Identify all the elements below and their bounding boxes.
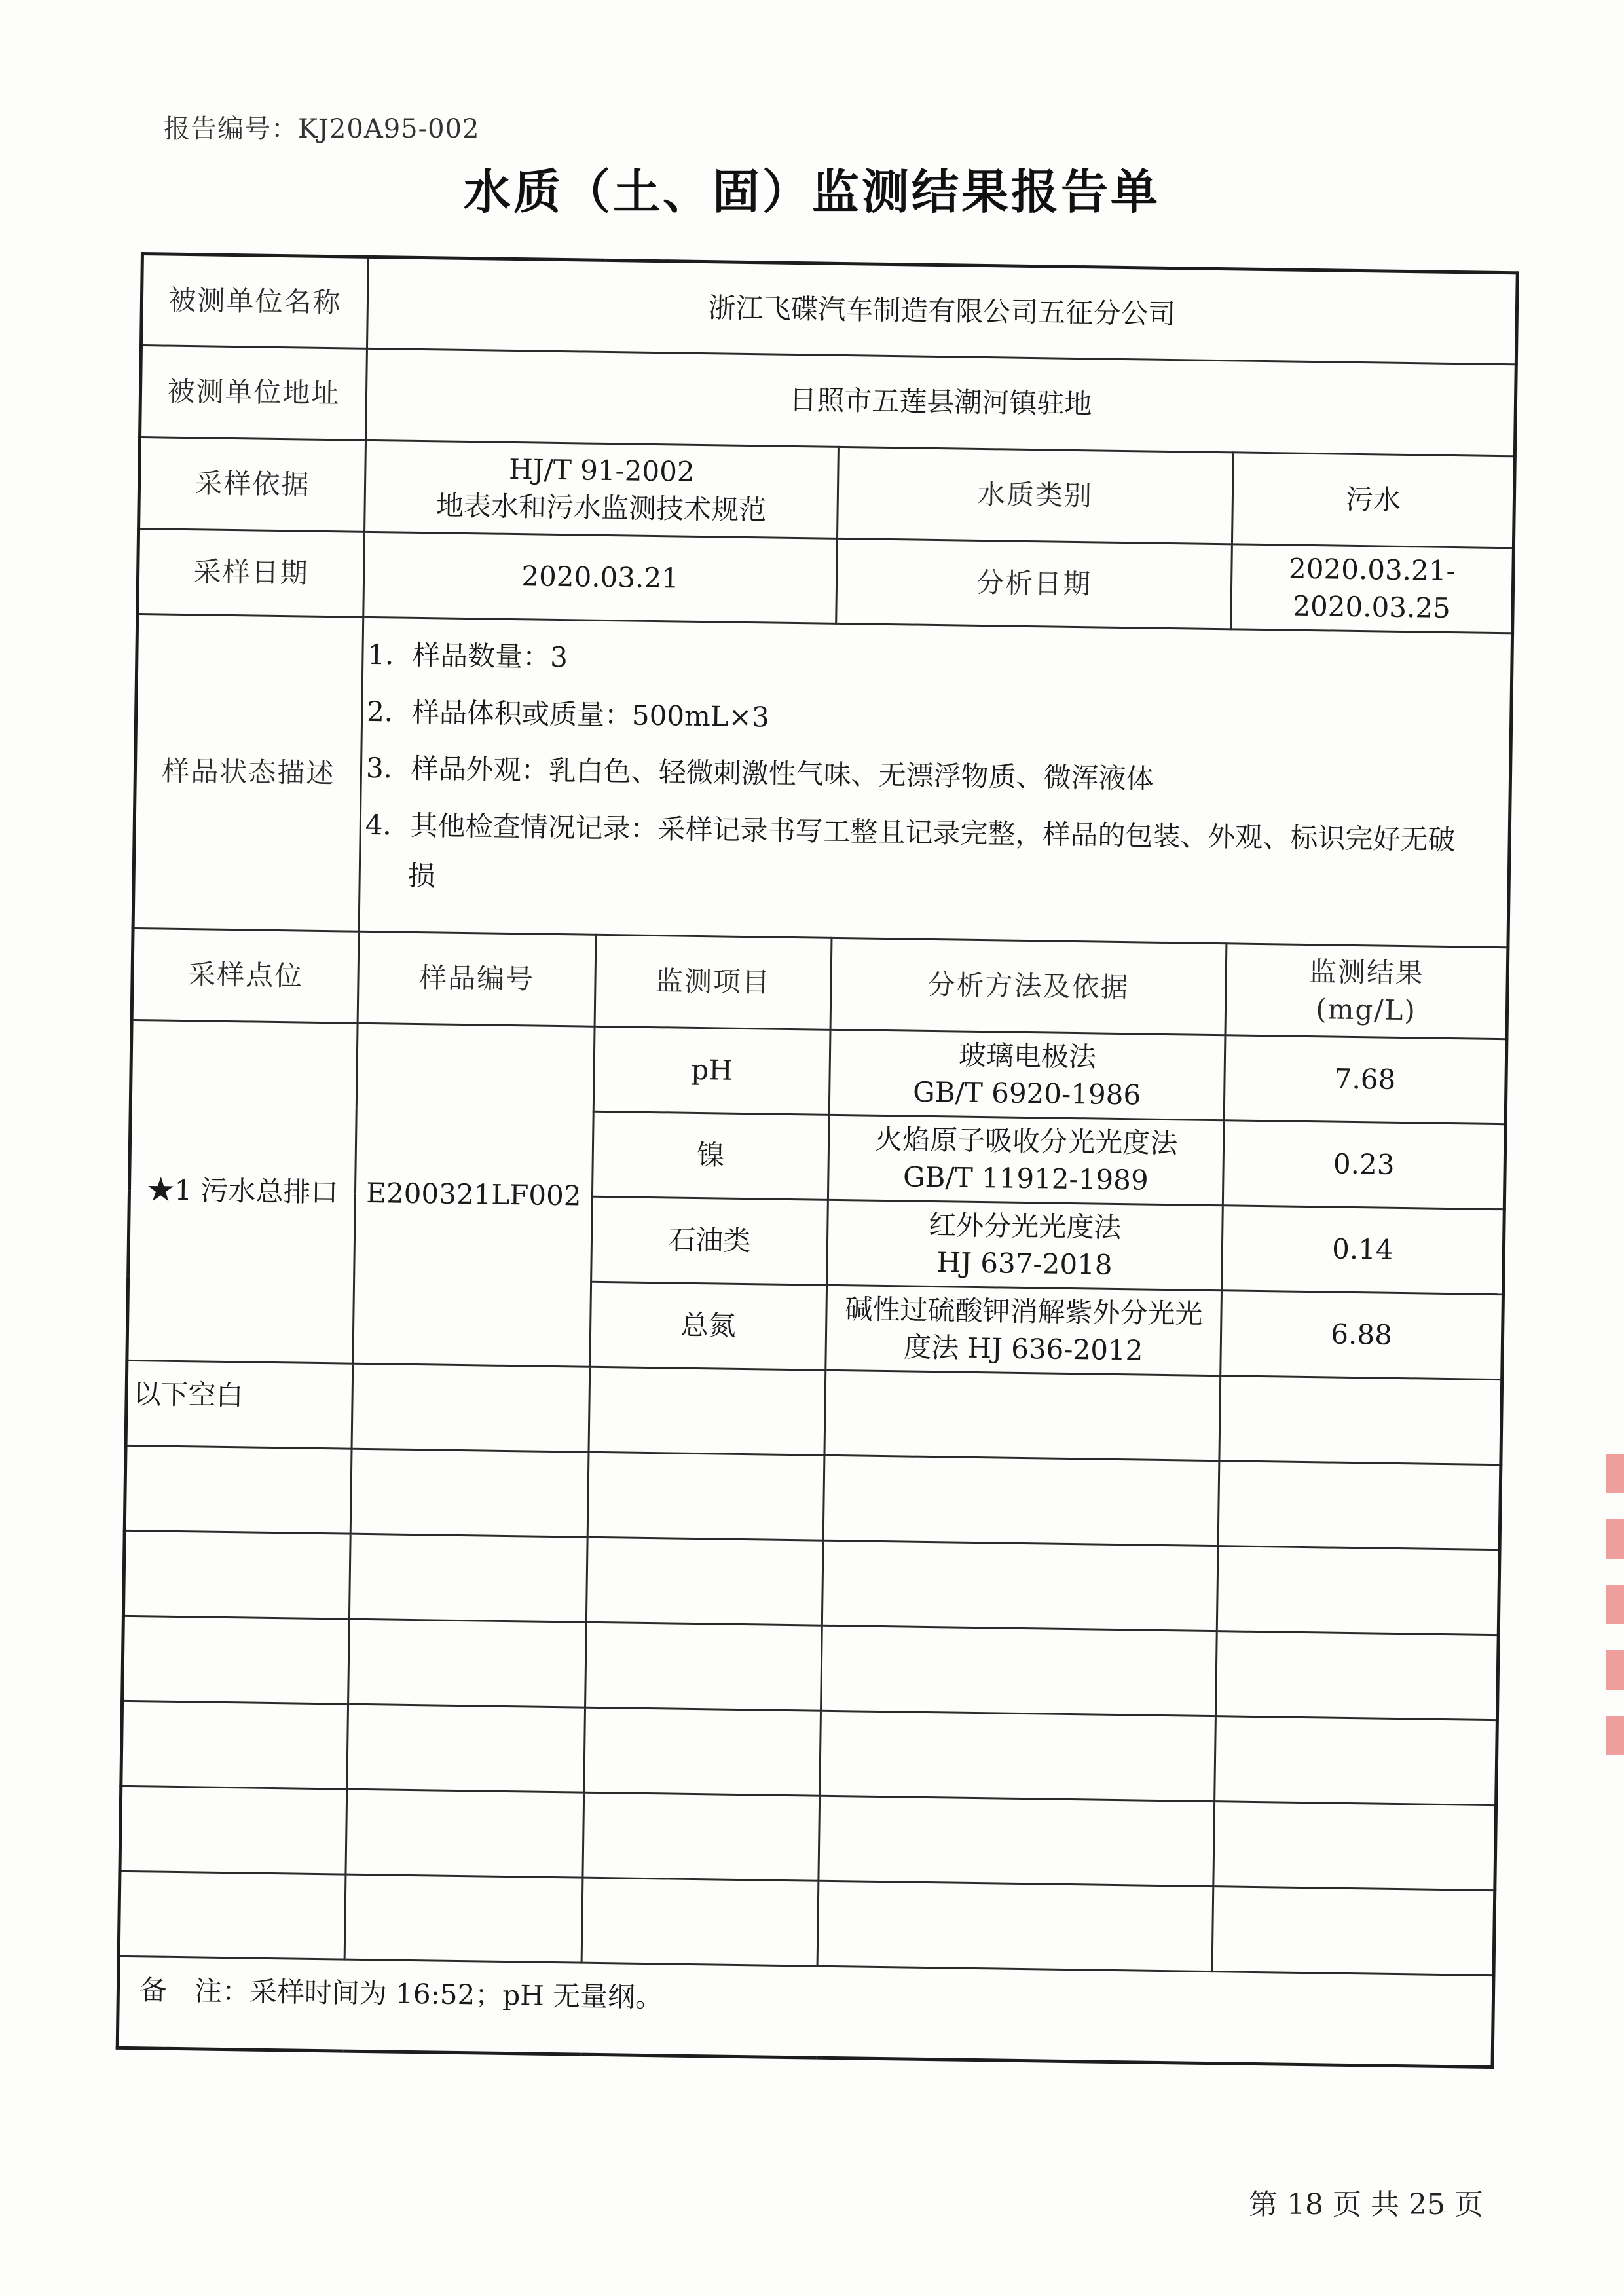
- analysis-date-value: 2020.03.21-2020.03.25: [1231, 544, 1514, 633]
- result-method-line: GB/T 11912-1989: [902, 1160, 1149, 1196]
- empty-cell: [585, 1622, 822, 1711]
- report-table: [116, 252, 1519, 2069]
- empty-cell: [820, 1711, 1216, 1801]
- row-sample-state: [133, 614, 1513, 947]
- empty-cell: [823, 1455, 1219, 1546]
- sampling-basis-label: 采样依据: [139, 437, 366, 532]
- result-item: 镍: [592, 1111, 829, 1200]
- empty-cell: [1212, 1887, 1495, 1976]
- empty-cell: [1213, 1802, 1496, 1891]
- sampling-basis-name: 地表水和污水监测技术规范: [435, 489, 767, 526]
- result-item: 总氮: [590, 1282, 827, 1370]
- sample-state-item: 1．样品数量：3: [367, 638, 568, 674]
- empty-cell: [121, 1701, 348, 1789]
- empty-cell: [119, 1871, 346, 1959]
- sample-state-description: [359, 617, 1513, 947]
- unit-name-label: 被测单位名称: [141, 254, 369, 349]
- sample-state-item: 4．其他检查情况记录：采样记录书写工整且记录完整，样品的包装、外观、标识完好无破: [365, 808, 1456, 857]
- result-value: 0.23: [1223, 1120, 1505, 1210]
- result-value: 0.14: [1222, 1206, 1505, 1295]
- header-method: 分析方法及依据: [830, 938, 1227, 1035]
- empty-cell: [124, 1445, 352, 1534]
- result-method: [828, 1115, 1224, 1205]
- result-method-line: 火焰原子吸收分光光度法: [874, 1122, 1178, 1160]
- empty-cell: [1218, 1461, 1501, 1550]
- sampling-basis-value: [365, 440, 839, 538]
- water-type-label: 水质类别: [837, 447, 1233, 544]
- result-method-line: 碱性过硫酸钾消解紫外分光光: [845, 1292, 1203, 1330]
- sampling-date-label: 采样日期: [138, 528, 365, 617]
- header-sample-no: 样品编号: [358, 931, 596, 1026]
- result-method: [826, 1285, 1222, 1375]
- empty-cell: [347, 1704, 585, 1792]
- empty-cell: [824, 1370, 1221, 1460]
- result-method-line: GB/T 6920-1986: [912, 1075, 1141, 1111]
- result-item: pH: [593, 1026, 830, 1115]
- sample-state-label: 样品状态描述: [133, 614, 363, 931]
- empty-cell: [819, 1796, 1215, 1886]
- empty-cell: [120, 1786, 347, 1874]
- empty-cell: [1215, 1716, 1498, 1805]
- empty-cell: [584, 1707, 821, 1796]
- empty-cell: [822, 1540, 1218, 1631]
- sample-number: E200321LF002: [353, 1023, 595, 1367]
- empty-cell: [587, 1452, 824, 1540]
- result-method-line: 度法 HJ 636-2012: [903, 1330, 1143, 1367]
- empty-cell: [123, 1530, 350, 1619]
- sampling-date-value: 2020.03.21: [363, 532, 838, 623]
- result-method-line: 红外分光光度法: [929, 1208, 1122, 1244]
- unit-address-value: 日照市五莲县潮河镇驻地: [366, 348, 1517, 456]
- report-number: 报告编号：KJ20A95-002: [164, 114, 480, 144]
- empty-cell: [122, 1616, 350, 1704]
- result-value: 6.88: [1221, 1291, 1504, 1380]
- remark-row: [117, 1956, 1494, 2067]
- result-method: [827, 1200, 1223, 1290]
- result-method-line: HJ 637-2018: [936, 1246, 1113, 1281]
- page-number: 第 18 页 共 25 页: [1249, 2188, 1483, 2221]
- empty-cell: [589, 1367, 826, 1455]
- blank-below-label: 以下空白: [126, 1360, 353, 1449]
- sample-state-item: 2．样品体积或质量：500mL×3: [366, 695, 770, 733]
- empty-cell: [1217, 1546, 1500, 1635]
- report-form: [115, 252, 1516, 2092]
- header-result: [1225, 944, 1508, 1039]
- empty-cell: [583, 1792, 820, 1881]
- empty-cell: [346, 1789, 584, 1878]
- page-title: 水质（土、固）监测结果报告单: [463, 164, 1160, 219]
- empty-cell: [1219, 1376, 1502, 1465]
- remark: 备 注：采样时间为 16:52；pH 无量纲。: [117, 1956, 1494, 2067]
- empty-cell: [349, 1534, 587, 1622]
- empty-cell: [821, 1625, 1217, 1716]
- header-point: 采样点位: [132, 928, 359, 1023]
- empty-cell: [586, 1537, 823, 1625]
- empty-cell: [581, 1878, 819, 1966]
- sampling-basis-code: HJ/T 91-2002: [508, 453, 695, 488]
- sampling-point: ★1 污水总排口: [127, 1020, 358, 1363]
- empty-cell: [1215, 1631, 1498, 1720]
- header-result-unit: (mg/L): [1315, 992, 1417, 1026]
- empty-cell: [817, 1881, 1213, 1971]
- red-seal-stamp: [1606, 1454, 1624, 1781]
- empty-cell: [350, 1449, 589, 1537]
- unit-address-label: 被测单位地址: [140, 346, 367, 441]
- result-method-line: 玻璃电极法: [958, 1039, 1097, 1073]
- header-item: 监测项目: [595, 935, 832, 1029]
- sample-state-item-continuation: 损: [407, 859, 436, 893]
- result-item: 石油类: [591, 1196, 828, 1285]
- empty-cell: [352, 1363, 590, 1452]
- analysis-date-label: 分析日期: [836, 538, 1232, 629]
- unit-name-value: 浙江飞碟汽车制造有限公司五征分公司: [367, 257, 1517, 364]
- header-result-label: 监测结果: [1308, 955, 1425, 990]
- result-value: 7.68: [1224, 1035, 1507, 1124]
- empty-cell: [348, 1619, 587, 1707]
- water-type-value: 污水: [1232, 453, 1515, 548]
- empty-cell: [344, 1874, 583, 1963]
- result-method: [829, 1029, 1225, 1120]
- sample-state-item: 3．样品外观：乳白色、轻微刺激性气味、无漂浮物质、微浑液体: [365, 752, 1154, 796]
